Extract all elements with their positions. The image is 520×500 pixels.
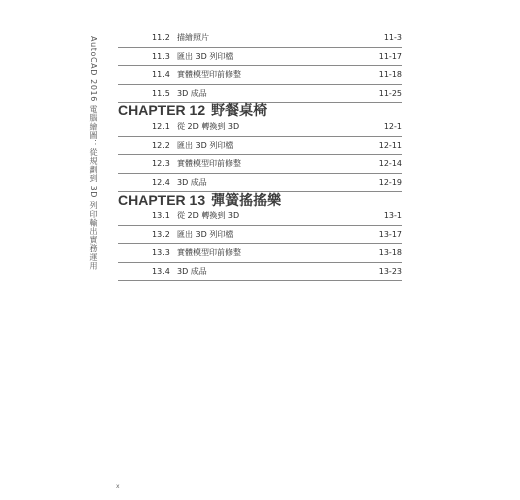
toc-entry-title: 實體模型印前修整	[177, 159, 241, 168]
toc-entry-title: 3D 成品	[177, 266, 207, 276]
toc-entry-number: 11.2	[152, 33, 170, 42]
chapter-label: CHAPTER 12	[118, 102, 206, 118]
toc-entry-number: 13.2	[152, 229, 170, 239]
toc-entry-title: 3D 成品	[177, 88, 207, 98]
toc-row[interactable]	[118, 226, 402, 245]
toc-row[interactable]	[118, 263, 402, 282]
toc-entry-title: 從 2D 轉換到 3D	[177, 211, 240, 220]
toc-section-chapter-11	[118, 29, 402, 103]
toc-section-chapter-13	[118, 207, 402, 281]
running-side-title: AutoCAD 2016 電腦繪圖：從規劃到 3D 列印輸出實務運用	[89, 36, 98, 270]
toc-entry-title: 3D 成品	[177, 177, 207, 187]
toc-entry-title: 實體模型印前修整	[177, 70, 241, 79]
toc-entry-number: 11.3	[152, 51, 170, 61]
toc-entry-number: 13.4	[152, 266, 170, 276]
toc-entry-page: 13-1	[383, 211, 402, 220]
toc-entry-page: 12-14	[378, 159, 402, 168]
toc-entry-number: 12.3	[152, 159, 170, 168]
chapter-label: CHAPTER 13	[118, 192, 206, 208]
toc-row[interactable]	[118, 137, 402, 156]
toc-entry-title: 從 2D 轉換到 3D	[177, 122, 240, 131]
toc-entry-title: 匯出 3D 列印檔	[177, 140, 234, 150]
toc-entry-title: 實體模型印前修整	[177, 248, 241, 257]
toc-entry-number: 12.4	[152, 177, 170, 187]
toc-entry-number: 13.1	[152, 211, 170, 220]
toc-row[interactable]	[118, 155, 402, 174]
toc-entry-number: 12.2	[152, 140, 170, 150]
chapter-12-heading[interactable]	[118, 100, 267, 120]
toc-entry-page: 13-18	[378, 248, 402, 257]
toc-row[interactable]	[118, 244, 402, 263]
toc-section-chapter-12	[118, 118, 402, 192]
toc-entry-page: 13-17	[378, 229, 402, 239]
toc-entry-page: 11-25	[378, 88, 402, 98]
toc-row[interactable]	[118, 207, 402, 226]
toc-entry-number: 11.4	[152, 70, 170, 79]
toc-entry-page: 12-1	[383, 122, 402, 131]
toc-row[interactable]	[118, 66, 402, 85]
toc-entry-title: 匯出 3D 列印檔	[177, 51, 234, 61]
toc-entry-page: 12-11	[378, 140, 402, 150]
toc-entry-title: 描繪照片	[177, 33, 209, 42]
toc-entry-number: 12.1	[152, 122, 170, 131]
toc-entry-number: 13.3	[152, 248, 170, 257]
toc-entry-page: 11-18	[378, 70, 402, 79]
chapter-name: 彈簧搖搖樂	[211, 192, 282, 208]
toc-entry-title: 匯出 3D 列印檔	[177, 229, 234, 239]
chapter-name: 野餐桌椅	[211, 102, 268, 118]
toc-row[interactable]	[118, 29, 402, 48]
page-marker: x	[116, 483, 120, 490]
toc-entry-page: 13-23	[378, 266, 402, 276]
toc-entry-page: 11-17	[378, 51, 402, 61]
toc-entry-page: 11-3	[383, 33, 402, 42]
toc-row[interactable]	[118, 118, 402, 137]
toc-entry-page: 12-19	[378, 177, 402, 187]
toc-row[interactable]	[118, 48, 402, 67]
toc-entry-number: 11.5	[152, 88, 170, 98]
